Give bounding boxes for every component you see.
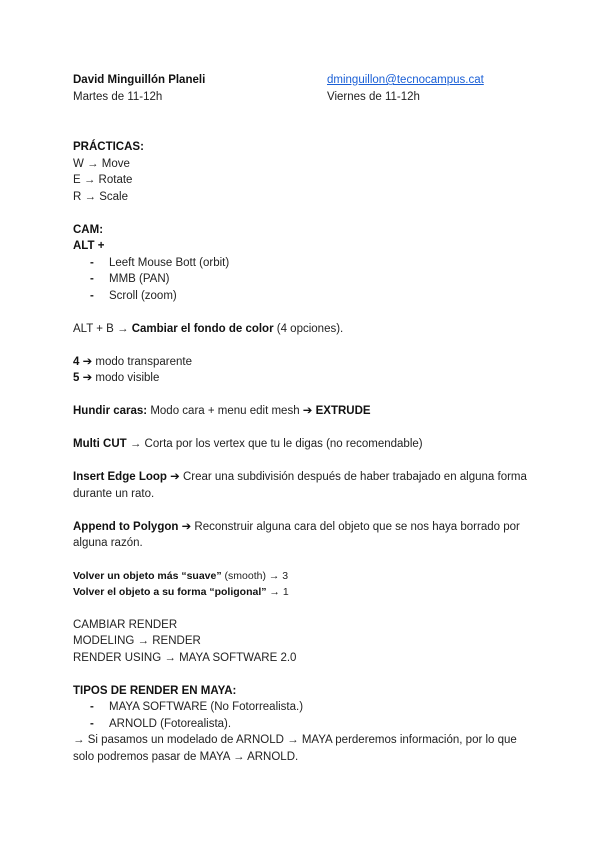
- list-item: - MMB (PAN): [90, 271, 533, 288]
- schedule-tuesday: Martes de 11-12h: [73, 90, 163, 103]
- multi-cut-line: Multi CUT → Corta por los vertex que tu le digas (no recomendable): [73, 438, 423, 450]
- email-link[interactable]: dminguillon@tecnocampus.cat: [327, 74, 484, 86]
- render-section: [73, 617, 533, 667]
- render-types-section: [73, 683, 533, 766]
- smooth-line: Volver un objeto más “suave” (smooth) → 3: [73, 570, 289, 582]
- schedule-friday: Viernes de 11-12h: [327, 90, 420, 103]
- render-line: CAMBIAR RENDER: [73, 618, 178, 631]
- document-page: [73, 72, 533, 765]
- contact-header: [73, 72, 533, 106]
- render-types-title: TIPOS DE RENDER EN MAYA:: [73, 684, 237, 697]
- render-line: RENDER USING → MAYA SOFTWARE 2.0: [73, 651, 297, 664]
- cam-list: [73, 255, 533, 305]
- shortcut-move: W → Move: [73, 157, 130, 170]
- cam-title: CAM:: [73, 223, 104, 236]
- shortcut-rotate: E → Rotate: [73, 174, 133, 186]
- edge-loop-paragraph: Insert Edge Loop ➔ Crear una subdivisión después de haber trabajado en alguna forma durante un rato.: [73, 471, 527, 500]
- mode-transparent: 4 ➔ modo transparente: [73, 355, 192, 368]
- alt-b-line: ALT + B → Cambiar el fondo de color (4 opciones).: [73, 322, 344, 335]
- cam-section: [73, 222, 533, 305]
- render-types-note: → Si pasamos un modelado de ARNOLD → MAYA perderemos información, por lo que solo podremos pasar de MAYA → ARNOLD.: [73, 734, 517, 763]
- author-name: David Minguillón Planeli: [73, 74, 206, 86]
- polygonal-line: Volver el objeto a su forma “poligonal” → 1: [73, 586, 289, 598]
- hundir-caras-line: Hundir caras: Modo cara + menu edit mesh ➔ EXTRUDE: [73, 405, 371, 417]
- render-types-list: [73, 699, 533, 732]
- practicas-title: PRÁCTICAS:: [73, 141, 144, 153]
- cam-subtitle: ALT +: [73, 240, 105, 252]
- append-polygon-paragraph: Append to Polygon ➔ Reconstruir alguna cara del objeto que se nos haya borrado por alguna razón.: [73, 520, 520, 549]
- mode-visible: 5 ➔ modo visible: [73, 372, 160, 384]
- list-item: - Scroll (zoom): [90, 288, 533, 305]
- practicas-section: [73, 139, 533, 205]
- list-item: - ARNOLD (Fotorealista).: [90, 716, 533, 733]
- smooth-section: [73, 568, 533, 600]
- list-item: - MAYA SOFTWARE (No Fotorrealista.): [90, 699, 533, 716]
- render-line: MODELING → RENDER: [73, 635, 201, 647]
- list-item: - Leeft Mouse Bott (orbit): [90, 255, 533, 272]
- shortcut-scale: R → Scale: [73, 190, 128, 203]
